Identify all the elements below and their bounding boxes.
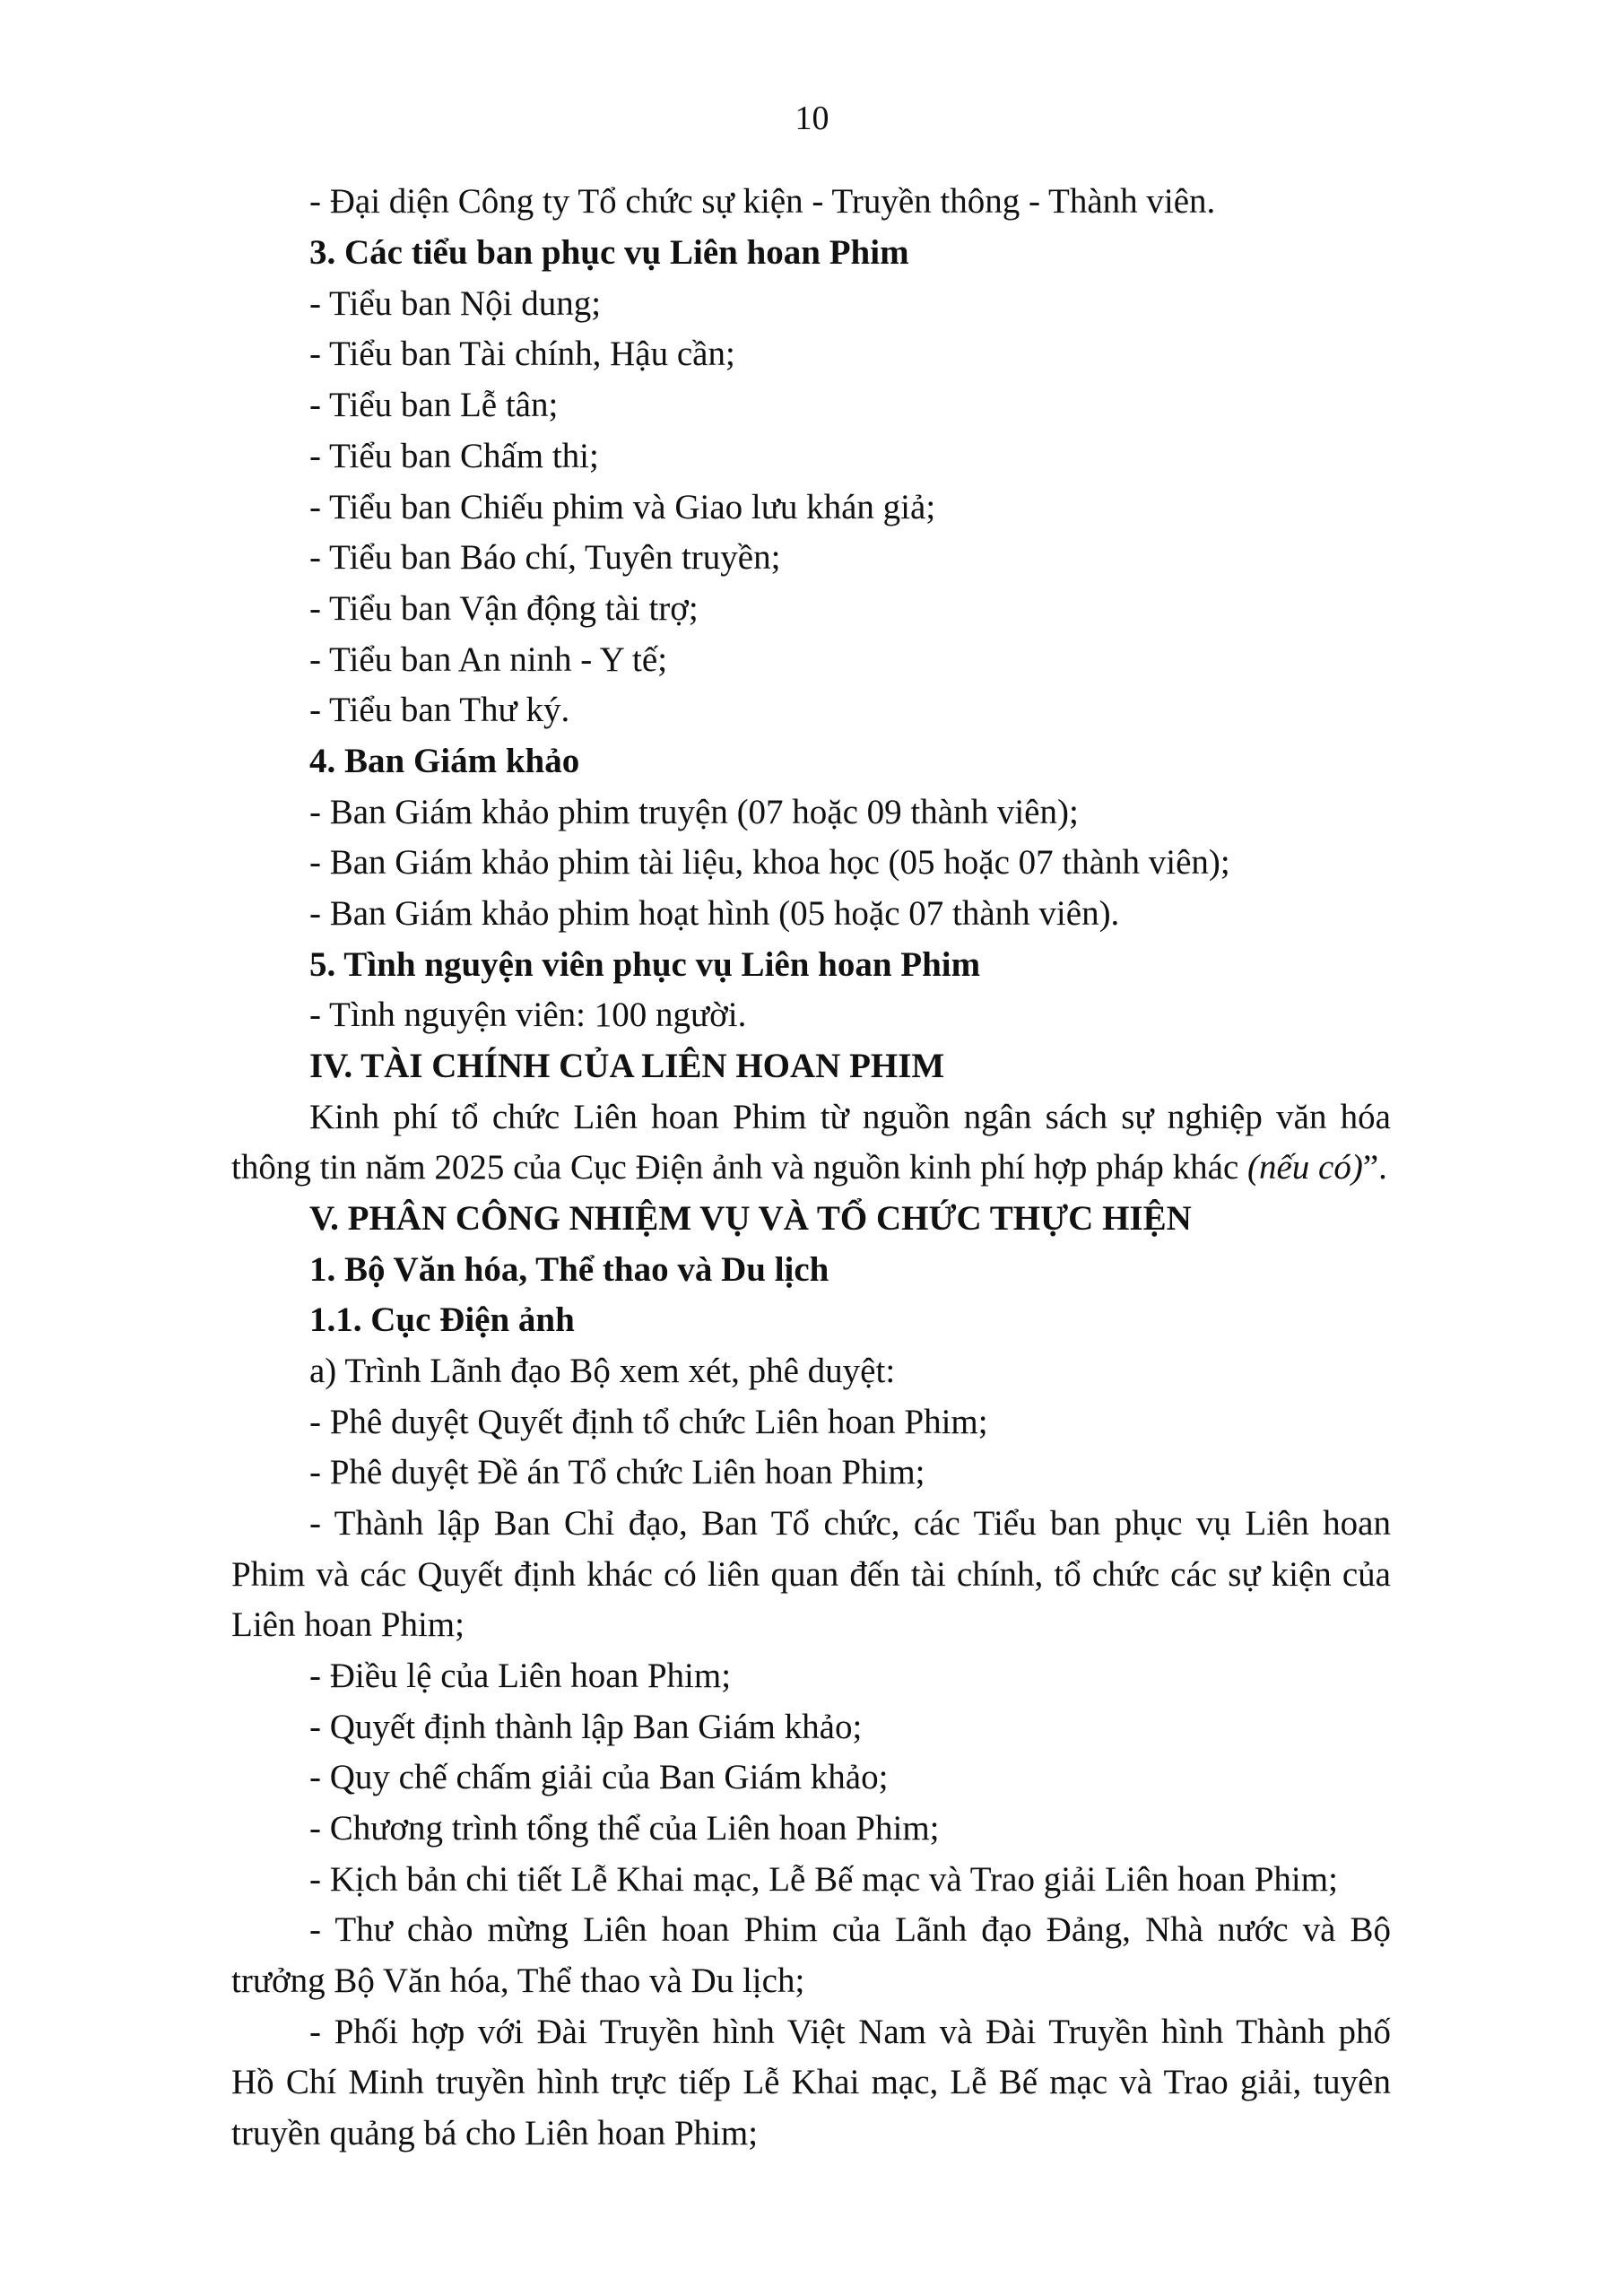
list-item: - Tiểu ban Chấm thi; [309,437,599,475]
closing-quote: ”. [1362,1148,1387,1187]
section-heading: IV. TÀI CHÍNH CỦA LIÊN HOAN PHIM [309,1047,945,1085]
list-item: - Ban Giám khảo phim truyện (07 hoặc 09 thành viên); [309,793,1079,831]
section-heading: 4. Ban Giám khảo [309,742,580,780]
list-item: - Tiểu ban An ninh - Y tế; [309,640,668,679]
paragraph-line: Liên hoan Phim; [231,1605,465,1644]
italic-note: (nếu có) [1247,1148,1363,1187]
paragraph-text: thông tin năm 2025 của Cục Điện ảnh và nguồn kinh phí hợp pháp khác [231,1148,1247,1187]
list-item: - Quy chế chấm giải của Ban Giám khảo; [309,1758,889,1796]
list-item: - Ban Giám khảo phim tài liệu, khoa học (05 hoặc 07 thành viên); [309,843,1230,882]
list-item: - Quyết định thành lập Ban Giám khảo; [309,1708,863,1746]
paragraph-line: Kinh phí tổ chức Liên hoan Phim từ nguồn ngân sách sự nghiệp văn hóa [309,1098,1391,1136]
list-item: - Tiểu ban Tài chính, Hậu cần; [309,335,735,373]
list-item: - Kịch bản chi tiết Lễ Khai mạc, Lễ Bế mạc và Trao giải Liên hoan Phim; [309,1860,1338,1899]
list-item: - Ban Giám khảo phim hoạt hình (05 hoặc 07 thành viên). [309,894,1120,933]
list-item: - Tình nguyện viên: 100 người. [309,996,747,1034]
section-heading: 1. Bộ Văn hóa, Thể thao và Du lịch [309,1250,829,1289]
page-number: 10 [795,100,829,137]
section-heading: 1.1. Cục Điện ảnh [309,1300,575,1339]
list-item: - Phê duyệt Đề án Tổ chức Liên hoan Phim; [309,1453,925,1492]
list-item: - Tiểu ban Chiếu phim và Giao lưu khán giả; [309,488,936,526]
paragraph-line: - Thành lập Ban Chỉ đạo, Ban Tổ chức, các Tiểu ban phục vụ Liên hoan [309,1504,1391,1543]
section-heading: 3. Các tiểu ban phục vụ Liên hoan Phim [309,233,909,272]
paragraph-line: truyền quảng bá cho Liên hoan Phim; [231,2114,759,2152]
list-item: a) Trình Lãnh đạo Bộ xem xét, phê duyệt: [309,1352,896,1390]
paragraph-line: trưởng Bộ Văn hóa, Thể thao và Du lịch; [231,1961,805,2000]
list-item: - Tiểu ban Thư ký. [309,691,570,729]
section-heading: 5. Tình nguyện viên phục vụ Liên hoan Phim [309,945,981,984]
list-item: - Tiểu ban Báo chí, Tuyên truyền; [309,538,781,577]
section-heading: V. PHÂN CÔNG NHIỆM VỤ VÀ TỔ CHỨC THỰC HIỆN [309,1199,1192,1238]
list-item: - Phê duyệt Quyết định tổ chức Liên hoan Phim; [309,1403,988,1441]
list-item: - Chương trình tổng thể của Liên hoan Phim; [309,1809,940,1848]
list-item: - Tiểu ban Lễ tân; [309,386,559,424]
list-item: - Đại diện Công ty Tổ chức sự kiện - Truyền thông - Thành viên. [309,182,1216,221]
list-item: - Tiểu ban Nội dung; [309,284,602,323]
paragraph-line: Hồ Chí Minh truyền hình trực tiếp Lễ Khai mạc, Lễ Bế mạc và Trao giải, tuyên [231,2063,1391,2101]
paragraph-line: - Phối hợp với Đài Truyền hình Việt Nam và Đài Truyền hình Thành phố [309,2013,1391,2051]
paragraph-line: Phim và các Quyết định khác có liên quan đến tài chính, tổ chức các sự kiện của [231,1555,1391,1594]
list-item: - Điều lệ của Liên hoan Phim; [309,1657,732,1695]
paragraph-line: - Thư chào mừng Liên hoan Phim của Lãnh đạo Đảng, Nhà nước và Bộ [309,1910,1391,1949]
paragraph-line [231,1150,1387,1185]
list-item: - Tiểu ban Vận động tài trợ; [309,589,699,628]
